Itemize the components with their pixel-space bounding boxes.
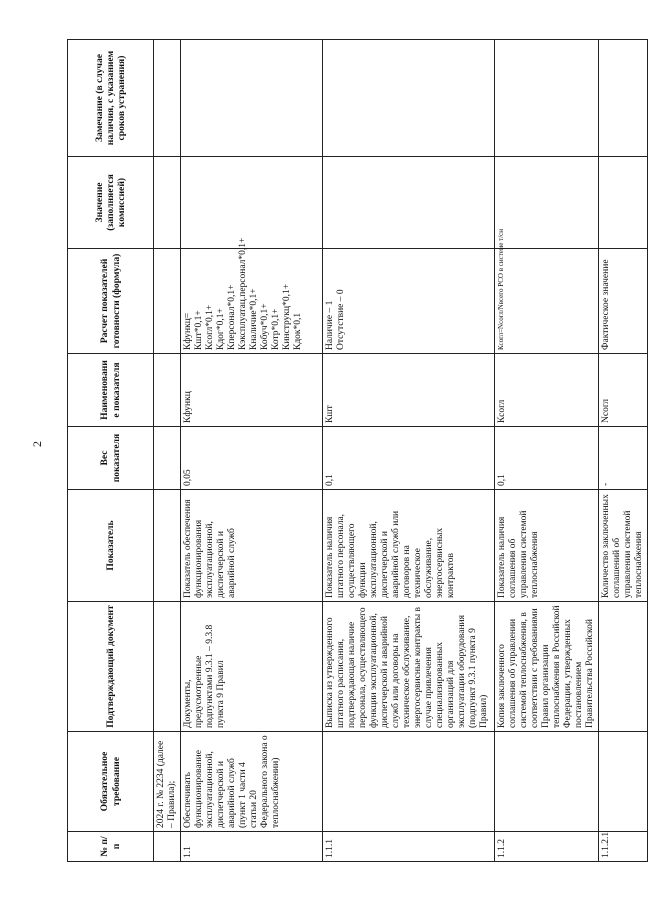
cell-remark xyxy=(154,40,181,157)
cell-remark xyxy=(599,40,648,157)
cell-indicator: Показатель наличия соглашения об управлении системой теплоснабжения xyxy=(495,490,599,602)
cell-num: 1.1.1 xyxy=(323,832,495,862)
rotated-table-container xyxy=(67,40,645,862)
header-document: Подтверждающий документ xyxy=(68,602,154,732)
cell-value xyxy=(599,157,648,249)
formula-line: Кдог*0,1+ xyxy=(216,308,227,350)
cell-value xyxy=(181,157,323,249)
formula-line: Ксогл=Nсогл/Nвсего РСО в системе т/сн xyxy=(497,228,506,350)
cell-weight: 0,1 xyxy=(495,427,599,490)
formula-line: Наличие – 1 xyxy=(325,300,336,350)
table-row xyxy=(495,40,599,862)
cell-name: Кфункц xyxy=(181,354,323,427)
cell-weight: 0,1 xyxy=(323,427,495,490)
cell-value xyxy=(154,157,181,249)
header-calc: Расчет показателей готовности (формула) xyxy=(68,249,154,354)
cell-weight: - xyxy=(599,427,648,490)
cell-remark xyxy=(323,40,495,157)
table-row xyxy=(323,40,495,862)
cell-num: 1.1.2.1 xyxy=(599,832,648,862)
table-row xyxy=(599,40,648,862)
formula-line: Кобуч*0,1+ xyxy=(260,303,271,350)
header-value: Значение (заполняется комиссией) xyxy=(68,157,154,249)
cell-calc xyxy=(154,249,181,354)
cell-indicator: Показатель наличия штатного персонала, осуществляющего функции эксплуатационной, диспетчерской и аварийной служб или договоров на техническое обслуживание, энергосервисных контрактов xyxy=(323,490,495,602)
cell-calc xyxy=(323,249,495,354)
cell-num xyxy=(154,832,181,862)
cell-num: 1.1 xyxy=(181,832,323,862)
cell-calc xyxy=(495,228,599,354)
cell-weight: 0,05 xyxy=(181,427,323,490)
cell-weight xyxy=(154,427,181,490)
cell-indicator xyxy=(154,490,181,602)
header-requirement: Обязательное требование xyxy=(68,732,154,832)
header-remark: Замечание (в случае наличия, с указанием сроков устранения) xyxy=(68,40,154,157)
table-row xyxy=(181,40,323,862)
header-indicator: Показатель xyxy=(68,490,154,602)
table-row-continued xyxy=(154,40,181,862)
cell-requirement xyxy=(323,732,495,832)
cell-name xyxy=(154,354,181,427)
cell-remark xyxy=(181,40,323,157)
header-name: Наименовани е показателя xyxy=(68,354,154,427)
cell-indicator: Количество заключенных соглашений об управлении системой теплоснабжения xyxy=(599,490,648,602)
formula-line: Фактическое значение xyxy=(601,259,612,350)
page-number: 2 xyxy=(30,441,44,447)
formula-line: Котр*0,1+ xyxy=(271,308,282,350)
readiness-table xyxy=(67,39,648,862)
cell-document xyxy=(599,602,648,732)
formula-line: Кинструкц*0,1+ xyxy=(282,283,293,350)
cell-calc xyxy=(599,249,648,354)
formula-line: Кшт*0,1+ xyxy=(194,310,205,350)
header-row xyxy=(68,40,154,862)
formula-line: Кэксплуатац.персонал*0,1+ xyxy=(238,237,249,350)
cell-requirement: 2024 г. № 2234 (далее – Правила); xyxy=(154,732,181,832)
formula-line: Кфункц= xyxy=(183,312,194,350)
cell-document: Выписка из утвержденного штатного расписания, подтверждающая наличие персонала, осуществляющего функции эксплуатационной, диспетчерской и аварийной служб или договоры на техническое обслуживание, энергосервисные контракты в случае привлечения специализированных организаций для эксплуатации оборудования (подпункт 9.3.1 пункта 9 Правил) xyxy=(323,602,495,732)
formula-line: Отсутствие – 0 xyxy=(336,289,347,350)
cell-calc xyxy=(181,237,323,354)
cell-indicator: Показатель обеспечения функционирования эксплуатационной, диспетчерской и аварийной служб xyxy=(181,490,323,602)
formula-line: Ксогл*0,1+ xyxy=(205,304,216,350)
cell-requirement: Обеспечивать функционирование эксплуатационной, диспетчерской и аварийной служб (пункт 1 части 4 статьи 20 Федерального закона о теплоснабжении) xyxy=(181,732,323,832)
formula-line: Кдок*0,1 xyxy=(293,312,304,350)
cell-name: Ксогл xyxy=(495,354,599,427)
header-weight: Вес показателя xyxy=(68,427,154,490)
cell-value xyxy=(323,157,495,249)
cell-value xyxy=(495,157,599,249)
formula-line: Кналичие*0,1+ xyxy=(249,288,260,350)
cell-document: Документы, предусмотренные подпунктами 9.3.1 – 9.3.8 пункта 9 Правил xyxy=(181,602,323,732)
cell-requirement xyxy=(495,732,599,832)
cell-requirement xyxy=(599,732,648,832)
cell-name: Кшт xyxy=(323,354,495,427)
cell-num: 1.1.2 xyxy=(495,832,599,862)
cell-document: Копия заключенного соглашения об управлении системой теплоснабжения, в соответствии с требованиями Правил организации теплоснабжения в Российской Федерации, утвержденных постановлением Правительства Российской xyxy=(495,602,599,732)
cell-remark xyxy=(495,40,599,157)
formula-line: Кперсонал*0,1+ xyxy=(227,284,238,350)
cell-name: Nсогл xyxy=(599,354,648,427)
header-num: № п/п xyxy=(68,832,154,862)
cell-document xyxy=(154,602,181,732)
